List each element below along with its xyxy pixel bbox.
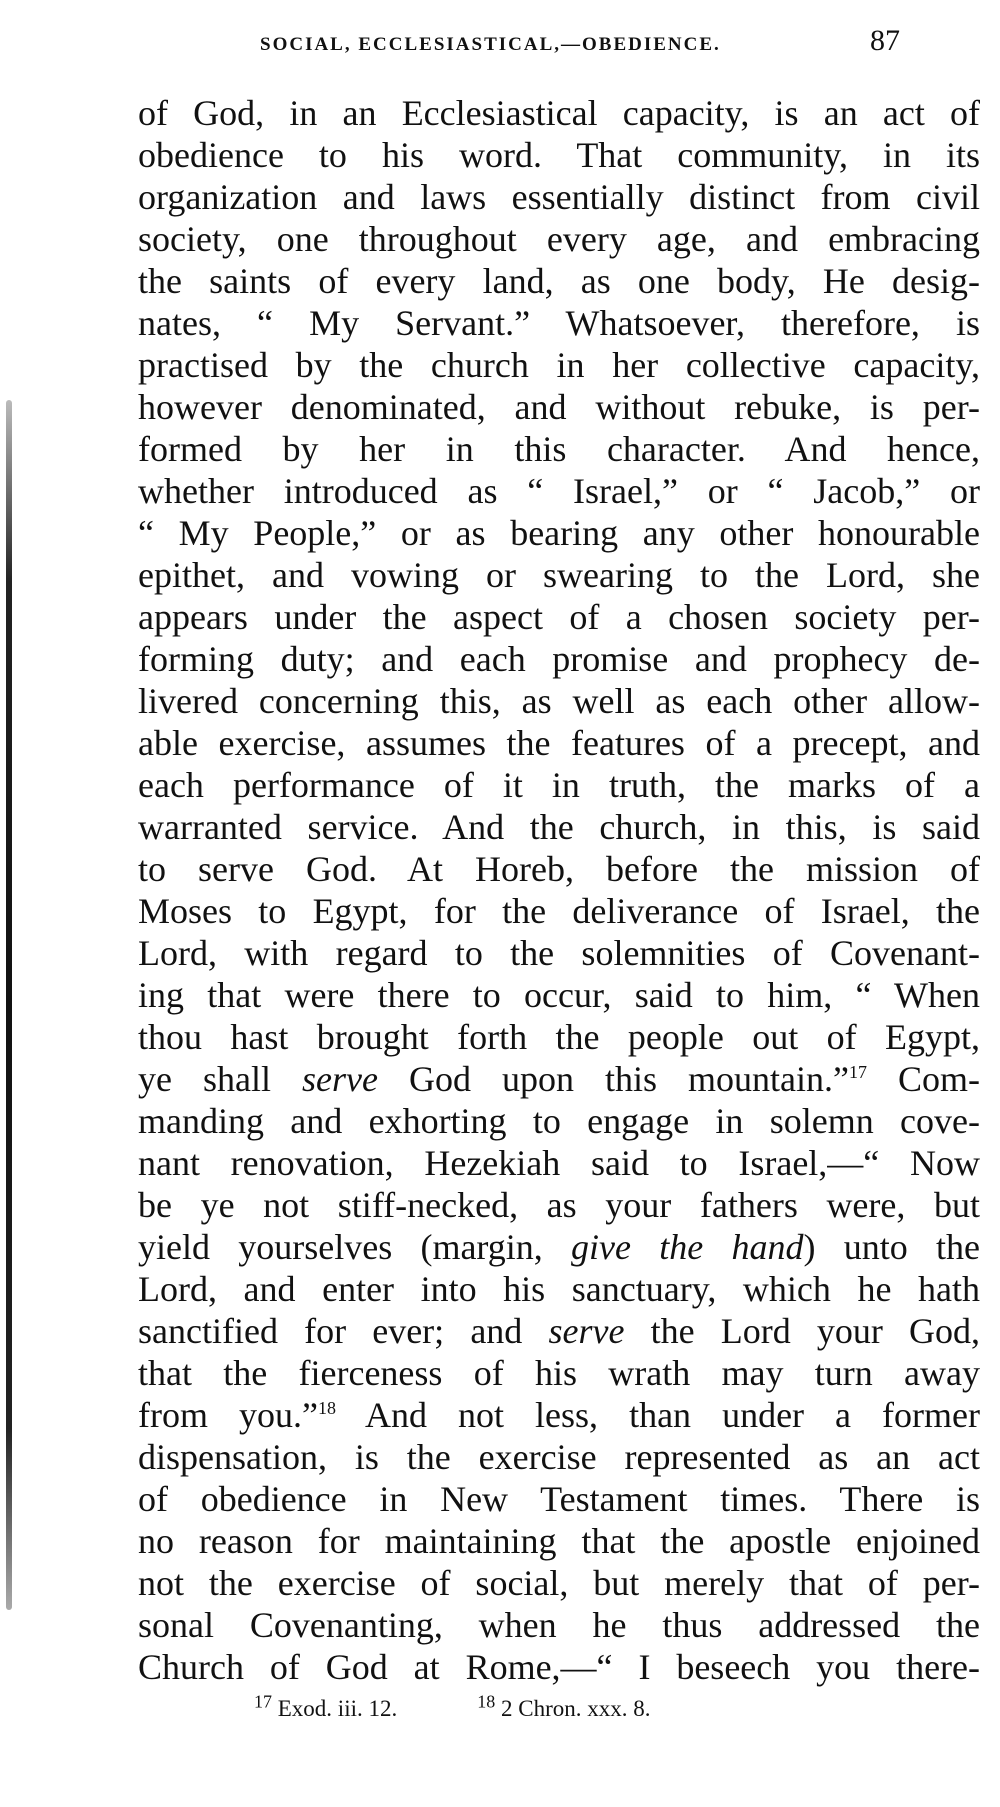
- text-line: nant renovation, Hezekiah said to Israel,—“ Now: [138, 1143, 980, 1183]
- text-line: dispensation, is the exercise represented as an act: [138, 1437, 980, 1477]
- body-text: [138, 92, 980, 1688]
- italic-emphasis: give the hand: [571, 1227, 804, 1267]
- text-line: formed by her in this character. And hence,: [138, 429, 980, 469]
- text-line: nates, “ My Servant.” Whatsoever, therefore, is: [138, 303, 980, 343]
- footnote-ref-18: 18: [317, 1398, 336, 1418]
- text-line: sonal Covenanting, when he thus addressed the: [138, 1605, 980, 1645]
- text-line: Lord, with regard to the solemnities of Covenant-: [138, 933, 980, 973]
- text-line: Church of God at Rome,—“ I beseech you there-: [138, 1647, 980, 1687]
- italic-emphasis: serve: [302, 1059, 378, 1099]
- text-line: ing that were there to occur, said to him, “ When: [138, 975, 980, 1015]
- text-line: that the fierceness of his wrath may turn away: [138, 1353, 980, 1393]
- text-line: able exercise, assumes the features of a precept, and: [138, 723, 980, 763]
- text-line: whether introduced as “ Israel,” or “ Jacob,” or: [138, 471, 980, 511]
- text-line: sanctified for ever; and serve the Lord your God,: [138, 1311, 981, 1351]
- text-line: thou hast brought forth the people out of Egypt,: [138, 1017, 980, 1057]
- text-line: epithet, and vowing or swearing to the Lord, she: [138, 555, 980, 595]
- running-head: [260, 24, 900, 58]
- italic-emphasis: serve: [548, 1311, 625, 1351]
- text-line: from you.”$^{18}$ And not less, than under a former: [138, 1395, 980, 1435]
- text-line: of obedience in New Testament times. There is: [138, 1479, 980, 1519]
- text-line: of God, in an Ecclesiastical capacity, is an act of: [138, 93, 980, 133]
- text-line: ye shall serve God upon this mountain.”$^{17}$ Com-: [138, 1059, 981, 1099]
- text-line: appears under the aspect of a chosen society per-: [138, 597, 980, 637]
- text-line: be ye not stiff-necked, as your fathers were, but: [138, 1185, 980, 1225]
- text-line: not the exercise of social, but merely that of per-: [138, 1563, 980, 1603]
- text-line: forming duty; and each promise and prophecy de-: [138, 639, 980, 679]
- running-title: SOCIAL, ECCLESIASTICAL,—OBEDIENCE.: [260, 34, 721, 55]
- text-line: yield yourselves (margin, give the hand) unto the: [138, 1227, 980, 1267]
- text-line: Lord, and enter into his sanctuary, which he hath: [138, 1269, 980, 1309]
- scan-edge-shadow: [6, 400, 12, 1610]
- page-number: 87: [870, 24, 900, 57]
- text-line: obedience to his word. That community, in its: [138, 135, 980, 175]
- footnote-ref-17: 17: [848, 1062, 867, 1082]
- text-line: society, one throughout every age, and embracing: [138, 219, 980, 259]
- footnotes: [254, 1691, 874, 1722]
- footnote-18: $^{18}$ 2 Chron. xxx. 8.: [477, 1691, 651, 1721]
- text-line: however denominated, and without rebuke, is per-: [138, 387, 980, 427]
- text-line: livered concerning this, as well as each other allow-: [138, 681, 980, 721]
- footnote-17: $^{17}$ Exod. iii. 12.: [254, 1691, 398, 1721]
- text-line: no reason for maintaining that the apostle enjoined: [138, 1521, 980, 1561]
- text-line: manding and exhorting to engage in solemn cove-: [138, 1101, 980, 1141]
- text-line: each performance of it in truth, the marks of a: [138, 765, 980, 805]
- text-line: “ My People,” or as bearing any other honourable: [138, 513, 980, 553]
- text-line: practised by the church in her collective capacity,: [138, 345, 980, 385]
- text-line: Moses to Egypt, for the deliverance of Israel, the: [138, 891, 980, 931]
- text-line: warranted service. And the church, in this, is said: [138, 807, 980, 847]
- text-line: the saints of every land, as one body, He desig-: [138, 261, 980, 301]
- text-line: to serve God. At Horeb, before the mission of: [138, 849, 980, 889]
- text-line: organization and laws essentially distinct from civil: [138, 177, 980, 217]
